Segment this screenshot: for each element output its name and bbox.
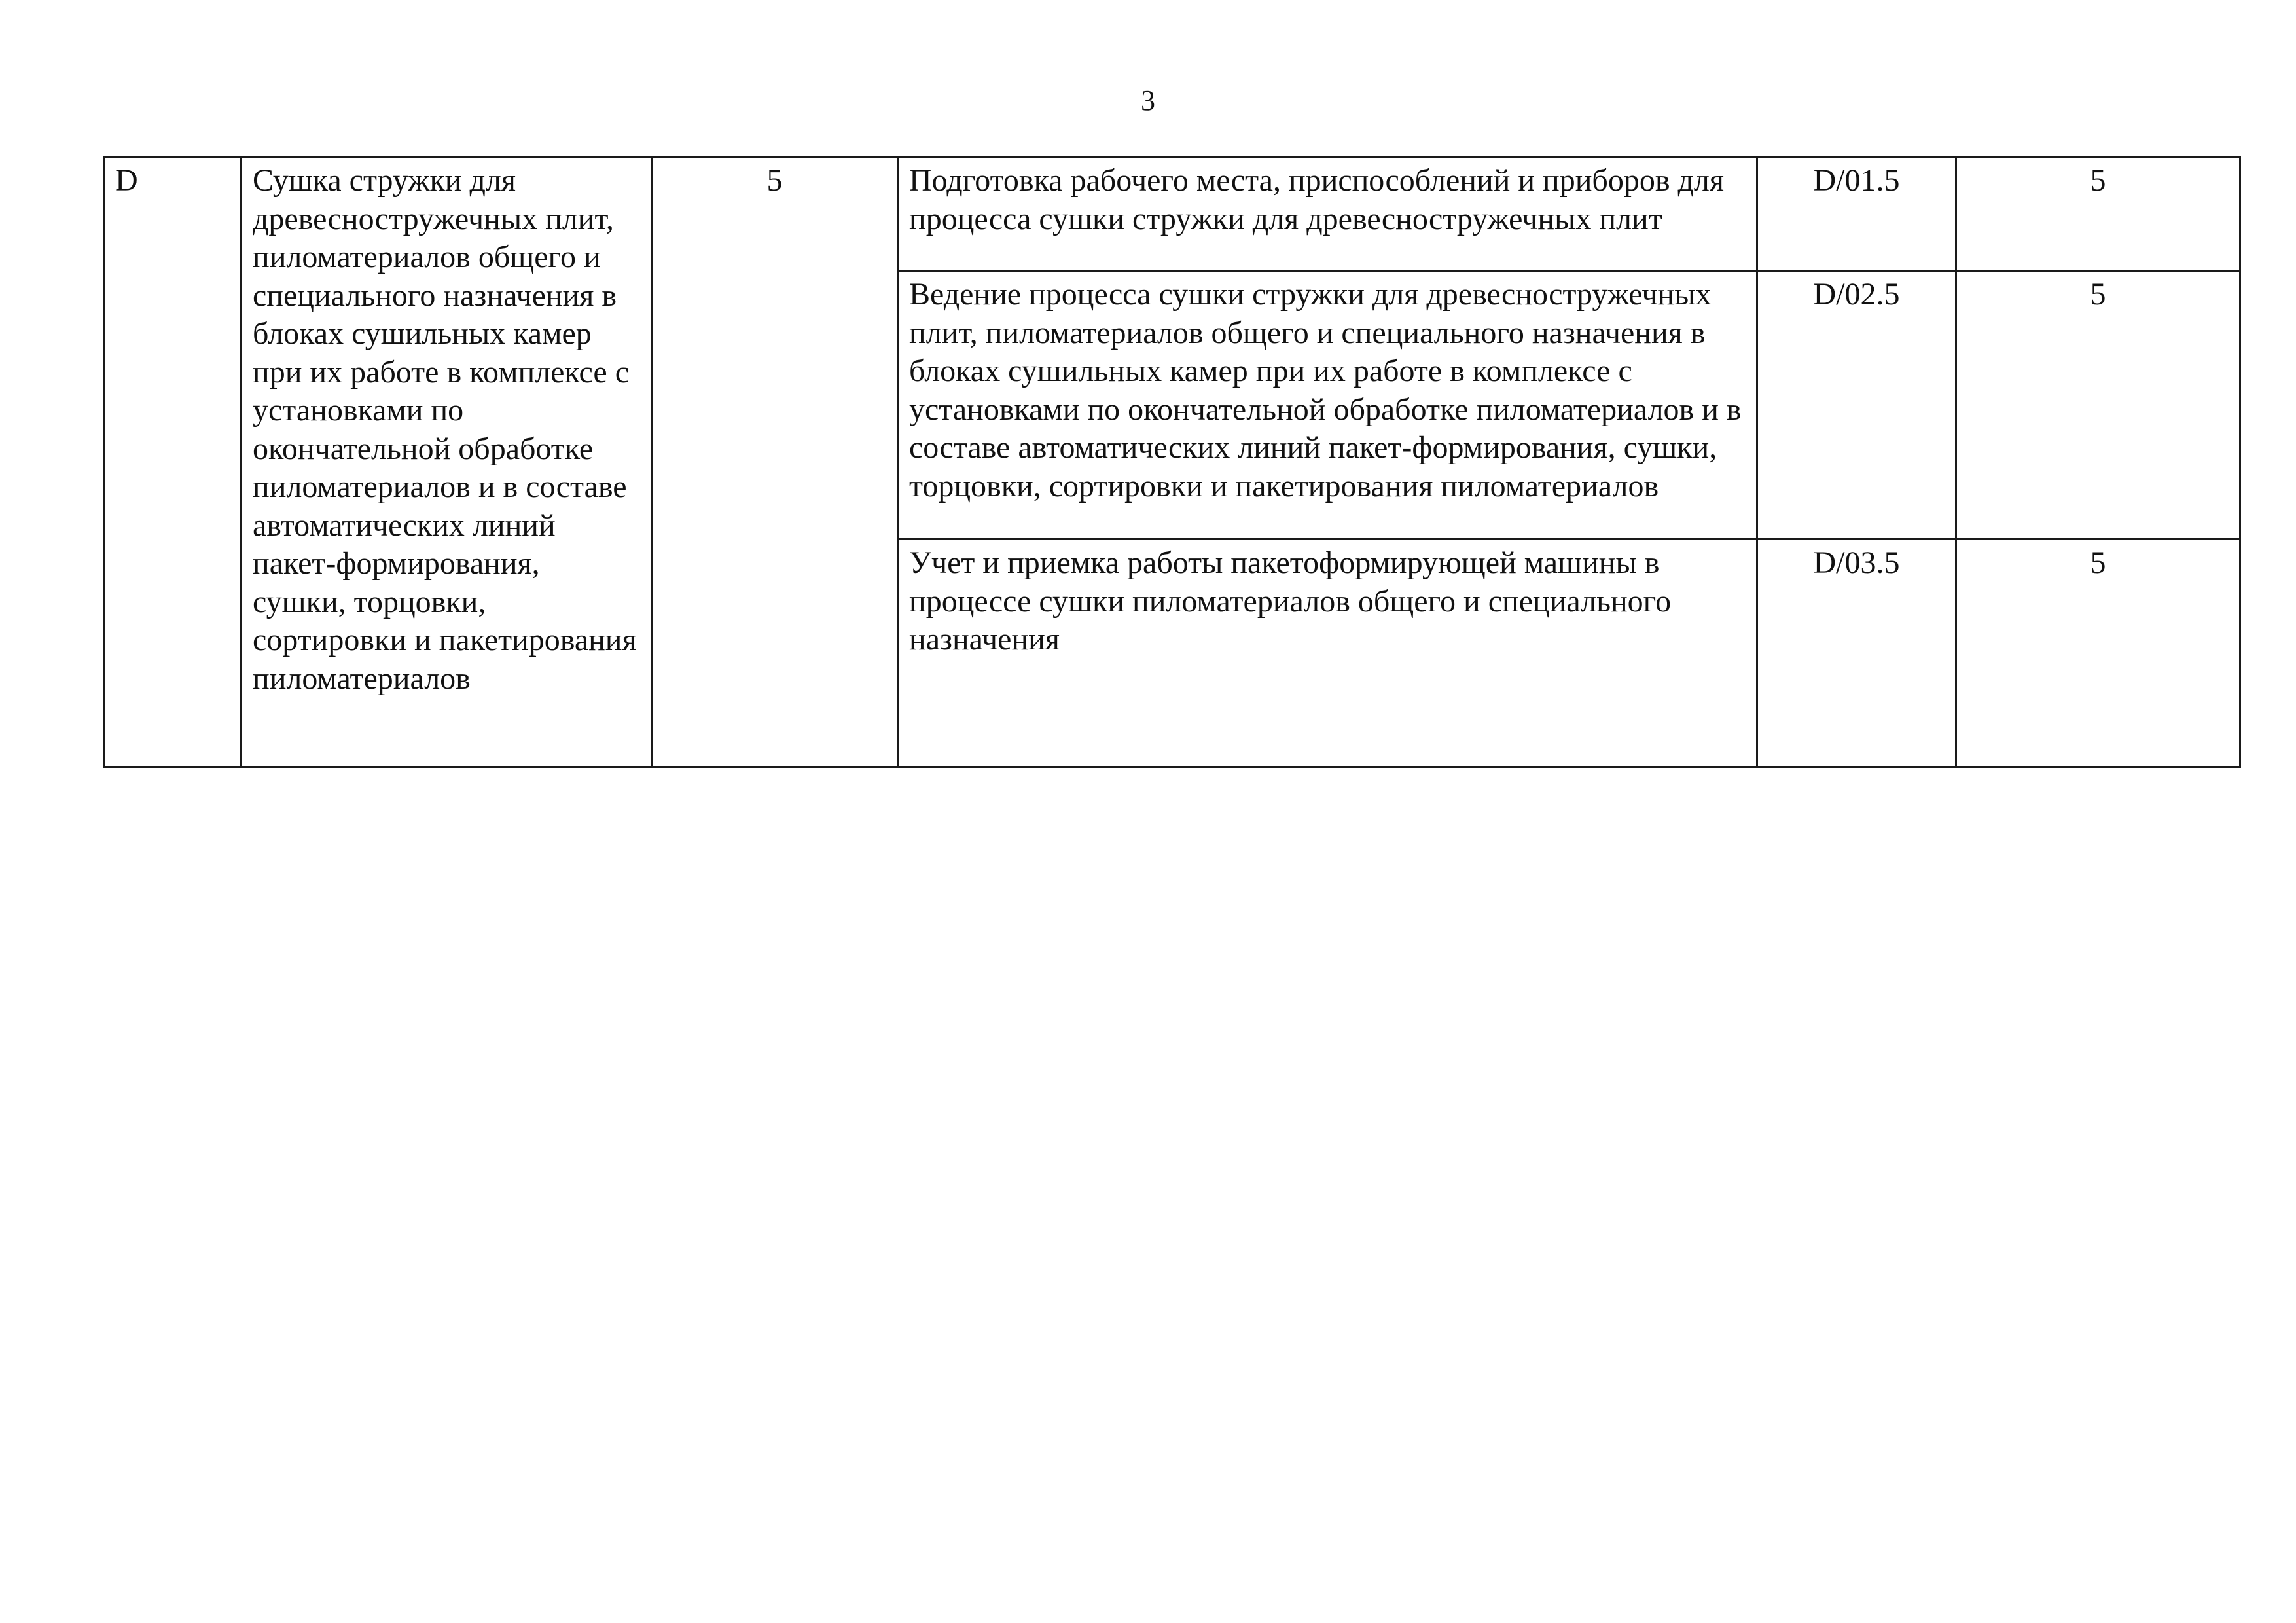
labor-function-level-cell	[1956, 271, 2240, 539]
labor-function-code-cell	[1757, 157, 1956, 271]
table-row	[104, 157, 2240, 271]
page-number: 3	[1141, 84, 1155, 117]
functions-table	[103, 156, 2241, 768]
generalized-function-code: D	[115, 163, 138, 198]
labor-function-code: D/03.5	[1813, 545, 1900, 580]
labor-function-name: Подготовка рабочего места, приспособлений и приборов для процесса сушки стружки для древесностружечных плит	[909, 163, 1724, 236]
labor-function-level: 5	[2090, 545, 2106, 580]
labor-function-name: Ведение процесса сушки стружки для древесностружечных плит, пиломатериалов общего и специального назначения в блоках сушильных камер при их работе в комплексе с установками по окончательной обработке пиломатериалов и в составе автоматических линий пакет-формирования, сушки, торцовки, сортировки и пакетирования пиломатериалов	[909, 277, 1742, 503]
generalized-function-name-cell	[242, 157, 652, 767]
labor-function-level: 5	[2090, 277, 2106, 312]
generalized-function-level-cell	[652, 157, 898, 767]
labor-function-name: Учет и приемка работы пакетоформирующей машины в процессе сушки пиломатериалов общего и специального назначения	[909, 545, 1672, 657]
generalized-function-level: 5	[766, 163, 783, 198]
generalized-function-name: Сушка стружки для древесностружечных плит, пиломатериалов общего и специального назначения в блоках сушильных камер при их работе в комплексе с установками по окончательной обработке пиломатериалов и в составе автоматических линий пакет-формирования, сушки, торцовки, сортировки и пакетирования пиломатериалов	[253, 163, 637, 696]
generalized-function-code-cell	[104, 157, 242, 767]
labor-function-level: 5	[2090, 163, 2106, 198]
labor-function-code: D/02.5	[1813, 277, 1900, 312]
labor-function-level-cell	[1956, 157, 2240, 271]
labor-function-name-cell	[898, 271, 1757, 539]
labor-function-level-cell	[1956, 539, 2240, 767]
labor-function-name-cell	[898, 157, 1757, 271]
labor-function-code-cell	[1757, 539, 1956, 767]
labor-function-name-cell	[898, 539, 1757, 767]
labor-function-code-cell	[1757, 271, 1956, 539]
labor-function-code: D/01.5	[1813, 163, 1900, 198]
